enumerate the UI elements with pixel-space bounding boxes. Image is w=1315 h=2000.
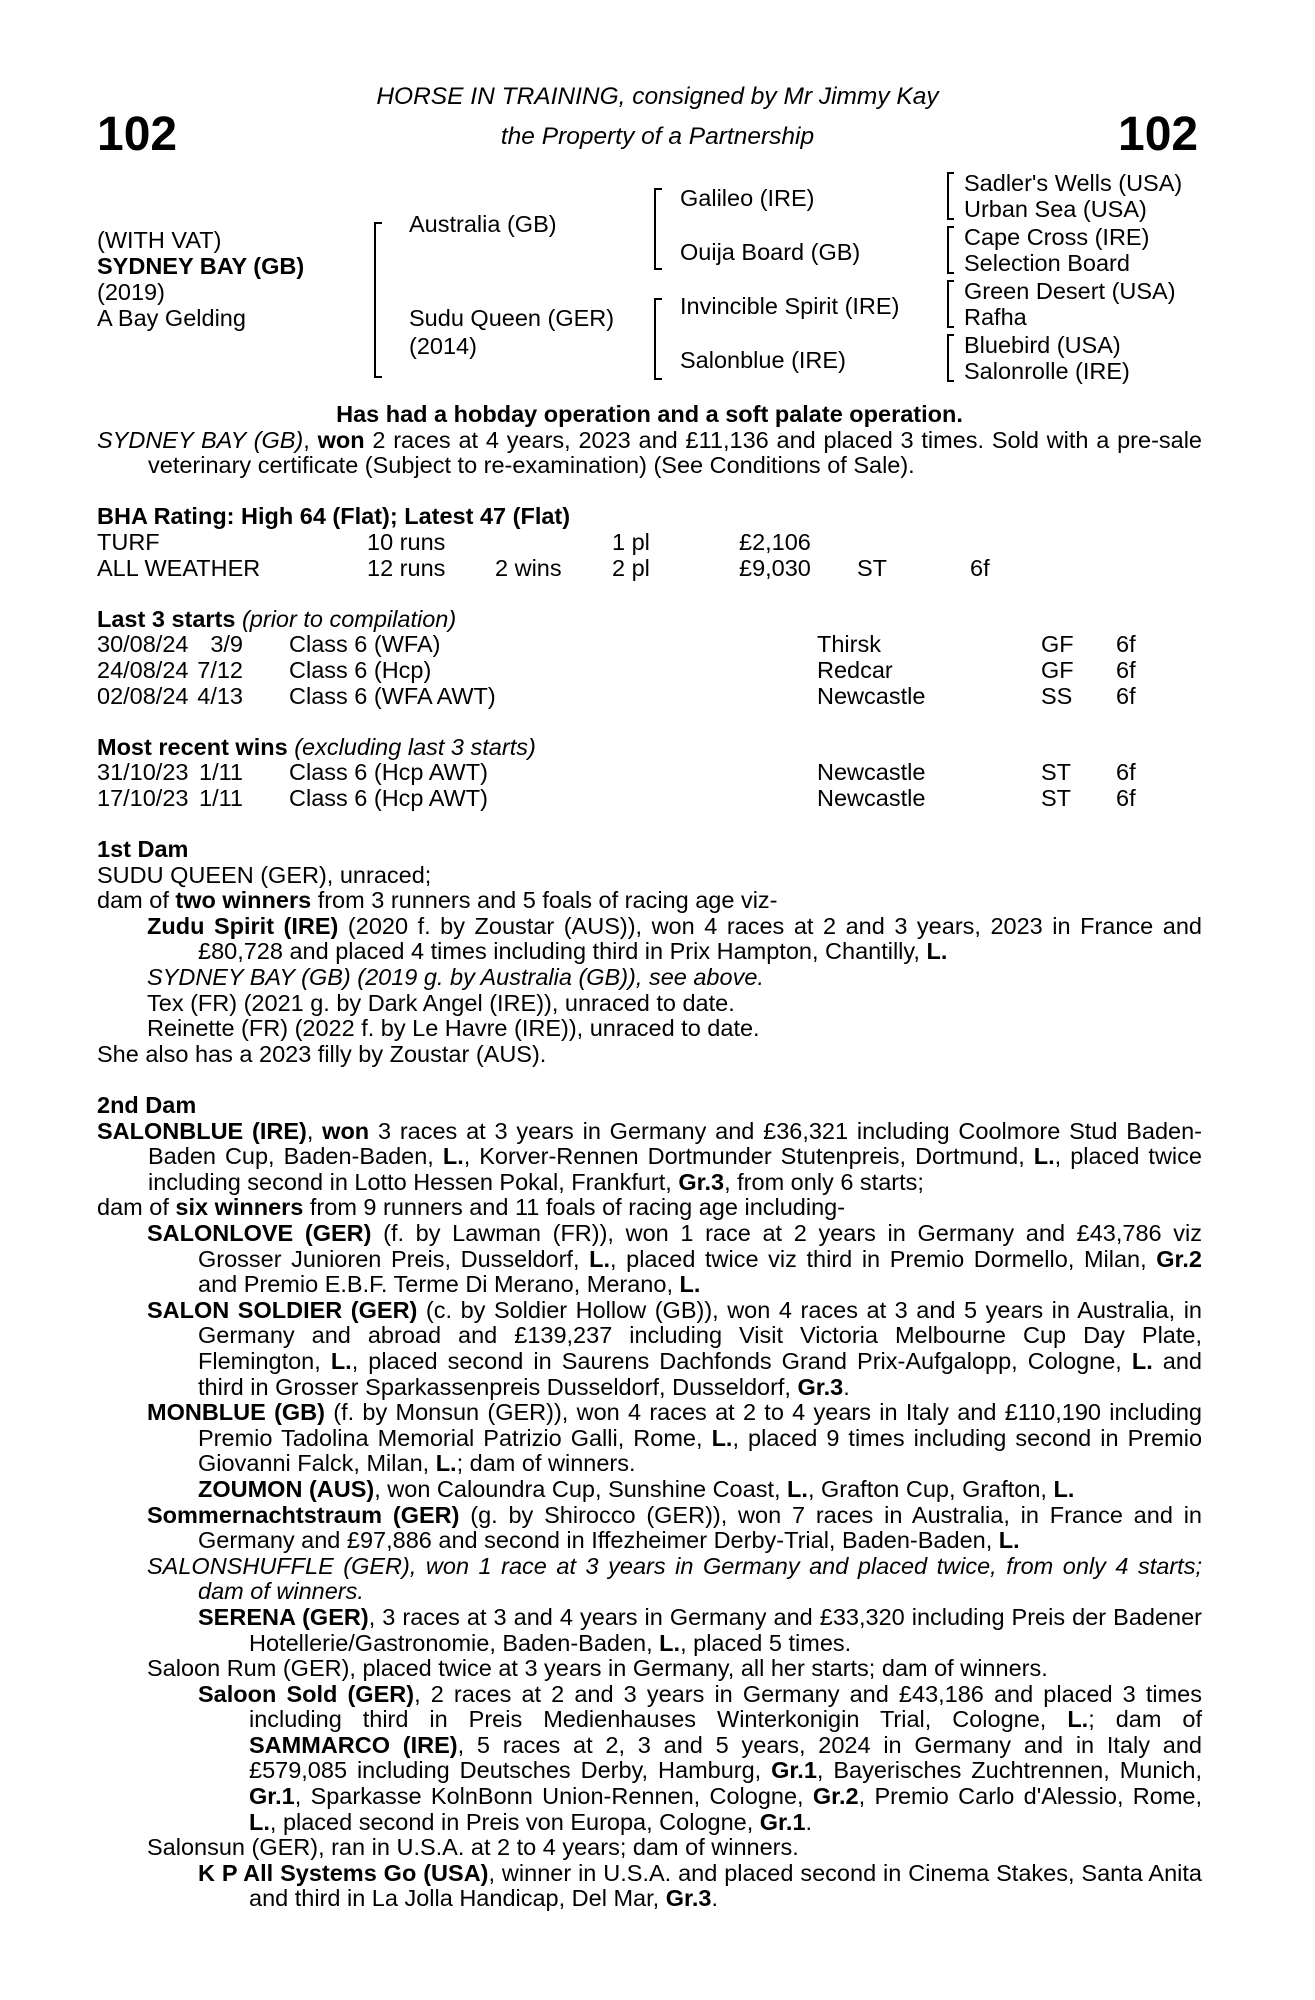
win-position: 1/11 [199, 759, 243, 786]
win-race: Class 6 (Hcp AWT) [289, 784, 488, 811]
win-distance: 6f [1116, 759, 1136, 786]
rating-distance: 6f [970, 554, 990, 581]
rating-surface: ALL WEATHER [97, 554, 261, 581]
grandsire-2: Ouija Board (GB) [680, 239, 861, 265]
start-distance: 6f [1116, 631, 1136, 658]
start-date: 24/08/24 [97, 656, 189, 683]
produce-entry: SYDNEY BAY (GB) (2019 g. by Australia (GB)), see above. [147, 964, 764, 991]
start-date: 02/08/24 [97, 682, 189, 709]
rating-places: 2 pl [612, 554, 650, 581]
ancestor-3: Cape Cross (IRE) [964, 224, 1150, 250]
last3-note: (prior to compilation) [241, 605, 457, 632]
win-date: 17/10/23 [97, 784, 189, 811]
win-going: ST [1041, 759, 1072, 786]
start-position: 7/12 [197, 656, 243, 683]
second-dam-record: SALONBLUE (IRE), won 3 races at 3 years in Germany and £36,321 including Coolmore Stud Baden-Baden Cup, Baden-Baden, L., Korver-Rennen Dortmunder Stutenpreis, Dortmund, L., placed twice including second in Lotto Hessen Pokal, Frankfurt, Gr.3, from only 6 starts; [97, 1117, 1202, 1195]
start-row [97, 632, 1202, 658]
rating-surface: TURF [97, 528, 160, 555]
rating-runs: 10 runs [367, 528, 446, 555]
grandsire-1: Galileo (IRE) [680, 185, 815, 211]
win-date: 31/10/23 [97, 759, 189, 786]
ancestor-4: Selection Board [964, 250, 1130, 276]
produce-entry: SALONLOVE (GER) (f. by Lawman (FR)), won 1 race at 2 years in Germany and £43,786 viz Grosser Junioren Preis, Dusseldorf, L., placed twice viz third in Premio Dormello, Milan, Gr.2 and Premio E.B.F. Terme Di Merano, Merano, L. [147, 1220, 1202, 1298]
brace-gs2 [947, 226, 954, 274]
start-position: 3/9 [210, 631, 243, 658]
summary-text: 2 races at 4 years, 2023 and £11,136 and placed 3 times. Sold with a pre-sale veterinary certificate (Subject to re-examination) (See Conditions of Sale). [148, 426, 1203, 479]
produce-entry: MONBLUE (GB) (f. by Monsun (GER)), won 4 races at 2 to 4 years in Italy and £110,190 including Premio Tadolina Memorial Patrizio Galli, Rome, L., placed 9 times including second in Premio Giovanni Falck, Milan, L.; dam of winners. [147, 1399, 1203, 1477]
ancestor-8: Salonrolle (IRE) [964, 358, 1130, 384]
brace-gs4 [947, 334, 954, 382]
start-course: Thirsk [817, 631, 881, 658]
rating-row-turf [97, 530, 1202, 556]
win-race: Class 6 (Hcp AWT) [289, 759, 488, 786]
win-row [97, 786, 1202, 812]
start-race: Class 6 (Hcp) [289, 656, 432, 683]
produce-entry: Tex (FR) (2021 g. by Dark Angel (IRE)), unraced to date. [147, 989, 735, 1016]
produce-entry: Saloon Rum (GER), placed twice at 3 years in Germany, all her starts; dam of winners. [147, 1655, 1048, 1682]
brace-gs3 [947, 280, 954, 328]
dam-name: Sudu Queen (GER) [409, 305, 615, 331]
grandsire-3: Invincible Spirit (IRE) [680, 293, 900, 319]
first-dam-produce: dam of two winners from 3 runners and 5 foals of racing age viz- [97, 887, 778, 914]
start-distance: 6f [1116, 656, 1136, 683]
produce-entry: Sommernachtstraum (GER) (g. by Shirocco (GER)), won 7 races in Australia, in France and in Germany and £97,886 and second in Iffezheimer Derby-Trial, Baden-Baden, L. [147, 1501, 1202, 1554]
grandproduce-entry: K P All Systems Go (USA), winner in U.S.A. and placed second in Cinema Stakes, Santa Anita and third in La Jolla Handicap, Del Mar, Gr.3. [198, 1859, 1202, 1912]
win-row [97, 760, 1202, 786]
second-dam-produce: dam of six winners from 9 runners and 11 foals of racing age including- [97, 1194, 846, 1221]
first-dam-intro: SUDU QUEEN (GER), unraced; [97, 861, 432, 888]
start-position: 4/13 [197, 682, 243, 709]
start-distance: 6f [1116, 682, 1136, 709]
ancestor-2: Urban Sea (USA) [964, 196, 1147, 222]
grandproduce-entry: SERENA (GER), 3 races at 3 and 4 years in Germany and £33,320 including Preis der Badener Hotellerie/Gastronomie, Baden-Baden, L., placed 5 times. [198, 1603, 1202, 1656]
grandproduce-entry: ZOUMON (AUS), won Caloundra Cup, Sunshine Coast, L., Grafton Cup, Grafton, L. [198, 1475, 1075, 1502]
start-going: GF [1041, 656, 1074, 683]
rating-row-aw [97, 556, 1202, 582]
second-dam-heading: 2nd Dam [97, 1092, 197, 1119]
rating-runs: 12 runs [367, 554, 446, 581]
last3-title: Last 3 starts [97, 605, 236, 632]
brace-dam [654, 298, 662, 380]
header-subtitle: the Property of a Partnership [500, 123, 815, 150]
first-dam-footer: She also has a 2023 filly by Zoustar (AUS). [97, 1040, 547, 1067]
start-row [97, 684, 1202, 710]
lot-number-right: 102 [1118, 108, 1199, 161]
win-distance: 6f [1116, 784, 1136, 811]
last3-heading [97, 607, 1202, 633]
header-title: HORSE IN TRAINING, consigned by Mr Jimmy Kay [376, 83, 939, 110]
start-race: Class 6 (WFA AWT) [289, 682, 496, 709]
recent-wins-title: Most recent wins [97, 733, 288, 760]
rating-prize: £2,106 [739, 528, 811, 555]
start-going: SS [1041, 682, 1073, 709]
recent-wins-heading [97, 735, 1202, 761]
rating-going: ST [857, 554, 888, 581]
ancestor-5: Green Desert (USA) [964, 278, 1176, 304]
horse-year: (2019) [97, 279, 165, 305]
rating-places: 1 pl [612, 528, 650, 555]
produce-entry: Reinette (FR) (2022 f. by Le Havre (IRE)), unraced to date. [147, 1015, 760, 1042]
grandsire-4: Salonblue (IRE) [680, 347, 846, 373]
rating-prize: £9,030 [739, 554, 811, 581]
produce-entry: Zudu Spirit (IRE) (2020 f. by Zoustar (AUS)), won 4 races at 2 and 3 years, 2023 in France and £80,728 and placed 4 times including third in Prix Hampton, Chantilly, L. [147, 912, 1202, 965]
produce-entry: SALON SOLDIER (GER) (c. by Soldier Hollow (GB)), won 4 races at 3 and 5 years in Australia, in Germany and abroad and £139,237 including Visit Victoria Melbourne Cup Day Plate, Flemington, L., placed second in Saurens Dachfonds Grand Prix-Aufgalopp, Cologne, L. and third in Grosser Sparkassenpreis Dusseldorf, Dusseldorf, Gr.3. [147, 1296, 1202, 1400]
start-row [97, 658, 1202, 684]
lot-number-left: 102 [97, 108, 178, 161]
vat-label: (WITH VAT) [97, 227, 222, 253]
horse-description: A Bay Gelding [97, 305, 246, 331]
horse-name: SYDNEY BAY (GB) [97, 253, 305, 279]
ancestor-6: Rafha [964, 304, 1027, 330]
sire-name: Australia (GB) [409, 211, 557, 237]
brace-sire [654, 188, 662, 270]
ancestor-1: Sadler's Wells (USA) [964, 170, 1183, 196]
operation-notice: Has had a hobday operation and a soft palate operation. [336, 401, 963, 427]
rating-heading: BHA Rating: High 64 (Flat); Latest 47 (Flat) [97, 503, 571, 530]
first-dam-heading: 1st Dam [97, 836, 189, 863]
start-race: Class 6 (WFA) [289, 631, 441, 658]
start-course: Newcastle [817, 682, 926, 709]
produce-entry: Salonsun (GER), ran in U.S.A. at 2 to 4 years; dam of winners. [147, 1834, 799, 1861]
produce-entry: SALONSHUFFLE (GER), won 1 race at 3 years in Germany and placed twice, from only 4 starts; dam of winners. [147, 1552, 1202, 1605]
summary-won: won [317, 426, 365, 453]
win-course: Newcastle [817, 759, 926, 786]
start-going: GF [1041, 631, 1074, 658]
brace-gs1 [947, 172, 954, 220]
summary-horse-name: SYDNEY BAY (GB) [97, 426, 304, 453]
rating-wins: 2 wins [495, 554, 562, 581]
win-course: Newcastle [817, 784, 926, 811]
start-date: 30/08/24 [97, 631, 189, 658]
win-position: 1/11 [199, 784, 243, 811]
brace-horse [374, 222, 382, 378]
dam-year: (2014) [409, 333, 477, 359]
recent-wins-note: (excluding last 3 starts) [294, 733, 536, 760]
grandproduce-entry: Saloon Sold (GER), 2 races at 2 and 3 years in Germany and £43,186 and placed 3 times including third in Preis Medienhauses Winterkonigin Trial, Cologne, L.; dam of SAMMARCO (IRE), 5 races at 2, 3 and 5 years, 2024 in Germany and in Italy and £579,085 including Deutsches Derby, Hamburg, Gr.1, Bayerisches Zuchtrennen, Munich, Gr.1, Sparkasse KolnBonn Union-Rennen, Cologne, Gr.2, Premio Carlo d'Alessio, Rome, L., placed second in Preis von Europa, Cologne, Gr.1. [198, 1680, 1203, 1835]
win-going: ST [1041, 784, 1072, 811]
ancestor-7: Bluebird (USA) [964, 332, 1121, 358]
start-course: Redcar [817, 656, 893, 683]
horse-summary: SYDNEY BAY (GB), won 2 races at 4 years, 2023 and £11,136 and placed 3 times. Sold with a pre-sale veterinary certificate (Subject to re-examination) (See Conditions of Sale). [97, 426, 1203, 479]
catalogue-body [97, 402, 1202, 1912]
